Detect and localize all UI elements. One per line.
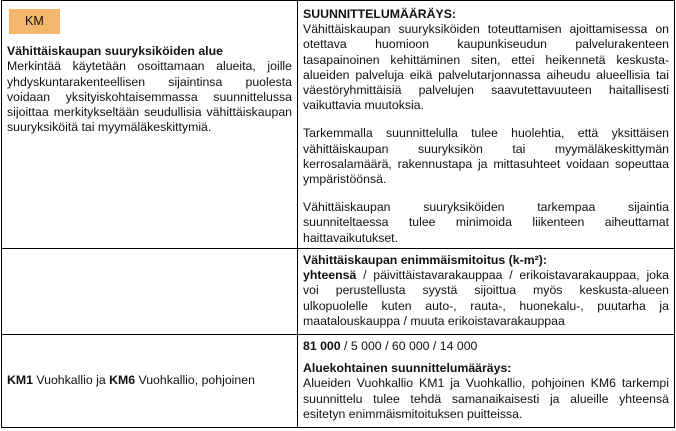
regulation-paragraph-3: Vähittäiskaupan suuryksiköiden tarkempaa sijaintia suunniteltaessa tulee minimoida liikenteen aiheuttamat haittavaikutukset.: [303, 200, 669, 245]
regulation-paragraph-1: Vähittäiskaupan suuryksiköiden toteuttamisen ajoittamisessa on otettava huomioon kaupunkiseudun palvelurakenteen tasapainoinen kehittäminen siten, ettei heikennetä keskusta-alueiden palveluja eikä palvelutarjonnassa aiheudu alueellisia tai väestöryhmittäisiä palvelujen saavutettavuuteen haitallisesti vaikuttavia muutoksia.: [303, 22, 669, 113]
area-regulation-cell: [298, 335, 675, 428]
area-name-mid: Vuohkallio ja: [32, 373, 110, 388]
area-name-end: Vuohkallio, pohjoinen: [135, 373, 255, 388]
table-row: [2, 249, 675, 335]
regulation-table: [1, 0, 675, 428]
designation-cell: [2, 1, 298, 249]
sizing-heading: Vähittäiskaupan enimmäismitoitus (k-m²):: [303, 253, 547, 267]
area-title: Vähittäiskaupan suuryksiköiden alue: [7, 44, 223, 59]
km1-code: KM1: [7, 373, 33, 388]
regulation-heading: SUUNNITTELUMÄÄRÄYS:: [303, 7, 457, 21]
area-name-cell: [2, 335, 298, 428]
km6-code: KM6: [109, 373, 136, 388]
empty-cell: [2, 249, 298, 335]
km-badge: KM: [9, 9, 60, 34]
area-regulation-text: Alueiden Vuohkallio KM1 ja Vuohkallio, pohjoinen KM6 tarkempi suunnittelu tulee tehdä samanaikaisesti ja alueille yhteensä esitetyn enimmäismitoituksen puitteissa.: [303, 376, 669, 421]
regulation-cell: [298, 1, 675, 249]
sizing-text: / päivittäistavarakauppaa / erikoistavarakauppaa, joka voi perustellusta syystä sijoittua myös keskusta-alueen ulkopuolelle kuten auto-, rauta-, huonekalu-, puutarha ja maatalouskauppa / muuta erikoistavarakauppaa: [303, 268, 669, 328]
sizing-lead: yhteensä: [303, 268, 357, 283]
regulation-paragraph-2: Tarkemmalla suunnittelulla tulee huolehtia, että yksittäisen vähittäiskaupan suuryksikön tai myymäläkeskittymän kerrosalamäärä, rakennustapa ja mittasuhteet voidaan sopeuttaa ympäristöönsä.: [303, 126, 669, 187]
sizing-cell: [298, 249, 675, 335]
area-regulation-heading: Aluekohtainen suunnittelumääräys:: [303, 361, 512, 376]
sizing-total: 81 000: [303, 339, 341, 353]
sizing-figures: [303, 339, 669, 354]
sizing-breakdown: / 5 000 / 60 000 / 14 000: [340, 339, 478, 353]
area-description: Merkintää käytetään osoittamaan alueita, joille yhdyskuntarakenteellisen sijaintinsa puolesta voidaan yksityiskohtaisemmassa suunnittelussa sijoittaa merkitykseltään seudullisia vähittäiskaupan suuryksiköitä tai myymäläkeskittymiä.: [7, 59, 292, 135]
sizing-description: [303, 268, 669, 329]
table-row: [2, 335, 675, 428]
table-row: [2, 1, 675, 249]
